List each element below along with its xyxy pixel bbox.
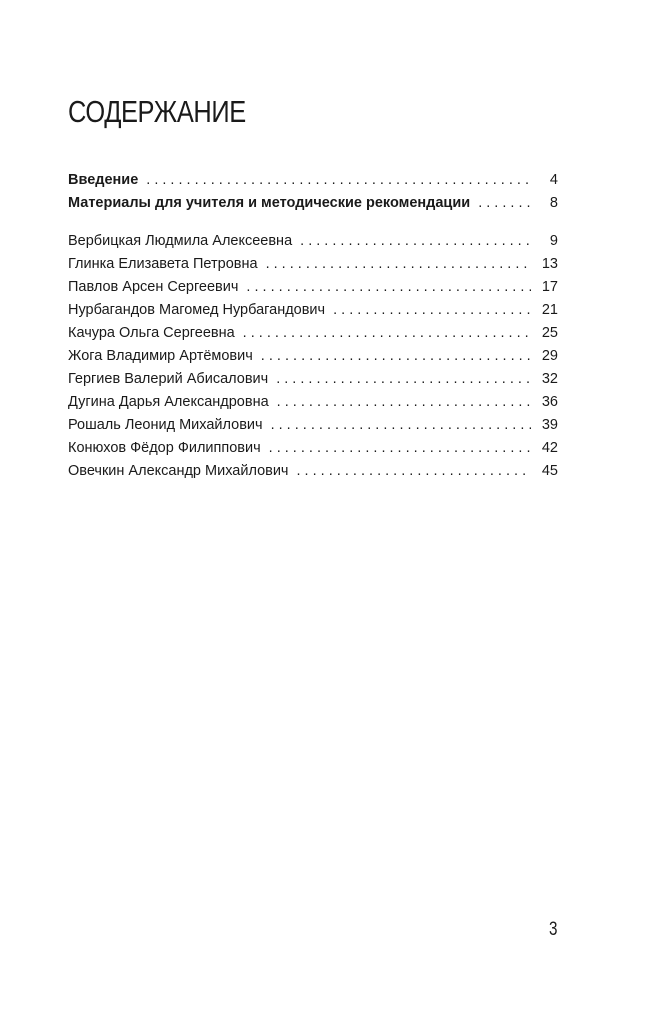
toc-entry-label: Павлов Арсен Сергеевич: [68, 279, 239, 295]
toc-entry[interactable]: [68, 414, 558, 437]
toc-entry[interactable]: [68, 276, 558, 299]
toc-leader-dots: [276, 368, 531, 391]
toc-entry-label: Жога Владимир Артёмович: [68, 348, 253, 364]
toc-leader-dots: [146, 169, 531, 192]
toc-entry-label: Дугина Дарья Александровна: [68, 394, 269, 410]
table-of-contents: [68, 169, 558, 483]
toc-entry-page: 32: [541, 371, 558, 387]
toc-entry[interactable]: [68, 230, 558, 253]
toc-leader-dots: [243, 322, 531, 345]
toc-entry[interactable]: [68, 253, 558, 276]
toc-leader-dots: [478, 192, 531, 215]
toc-entry-page: 45: [541, 463, 558, 479]
toc-leader-dots: [269, 437, 531, 460]
toc-entry-label: Овечкин Александр Михайлович: [68, 463, 289, 479]
toc-entry[interactable]: [68, 437, 558, 460]
toc-entry-page: 13: [541, 256, 558, 272]
page-number: 3: [549, 919, 558, 940]
toc-leader-dots: [261, 345, 531, 368]
toc-entry-label: Нурбагандов Магомед Нурбагандович: [68, 302, 326, 318]
toc-leader-dots: [277, 391, 531, 414]
toc-leader-dots: [300, 230, 531, 253]
toc-entry-page: 36: [541, 394, 558, 410]
toc-entry-label: Введение: [68, 172, 139, 188]
toc-entry-page: 42: [541, 440, 558, 456]
toc-entry[interactable]: [68, 345, 558, 368]
page-title: СОДЕРЖАНИЕ: [68, 94, 246, 129]
toc-entry-label: Глинка Елизавета Петровна: [68, 256, 258, 272]
toc-entry[interactable]: [68, 368, 558, 391]
toc-entry[interactable]: [68, 460, 558, 483]
toc-entry-page: 21: [541, 302, 558, 318]
toc-section-teacher-materials[interactable]: [68, 192, 558, 215]
toc-entry[interactable]: [68, 391, 558, 414]
toc-leader-dots: [271, 414, 531, 437]
toc-entry-label: Гергиев Валерий Абисалович: [68, 371, 269, 387]
toc-section-introduction[interactable]: [68, 169, 558, 192]
toc-entry-label: Качура Ольга Сергеевна: [68, 325, 235, 341]
toc-leader-dots: [333, 299, 531, 322]
toc-spacer: [68, 215, 558, 230]
toc-entry-page: 39: [541, 417, 558, 433]
toc-entry-page: 29: [541, 348, 558, 364]
toc-entry-page: 8: [549, 195, 558, 211]
toc-entry-page: 25: [541, 325, 558, 341]
toc-entry-page: 9: [549, 233, 558, 249]
toc-entry-label: Рошаль Леонид Михайлович: [68, 417, 263, 433]
toc-entry-label: Конюхов Фёдор Филиппович: [68, 440, 261, 456]
toc-entry[interactable]: [68, 322, 558, 345]
toc-leader-dots: [266, 253, 531, 276]
toc-entry-page: 17: [541, 279, 558, 295]
toc-leader-dots: [246, 276, 531, 299]
toc-entry-page: 4: [549, 172, 558, 188]
toc-leader-dots: [297, 460, 532, 483]
toc-entry-label: Вербицкая Людмила Алексеевна: [68, 233, 293, 249]
toc-entry[interactable]: [68, 299, 558, 322]
toc-entry-label: Материалы для учителя и методические рекомендации: [68, 195, 471, 211]
